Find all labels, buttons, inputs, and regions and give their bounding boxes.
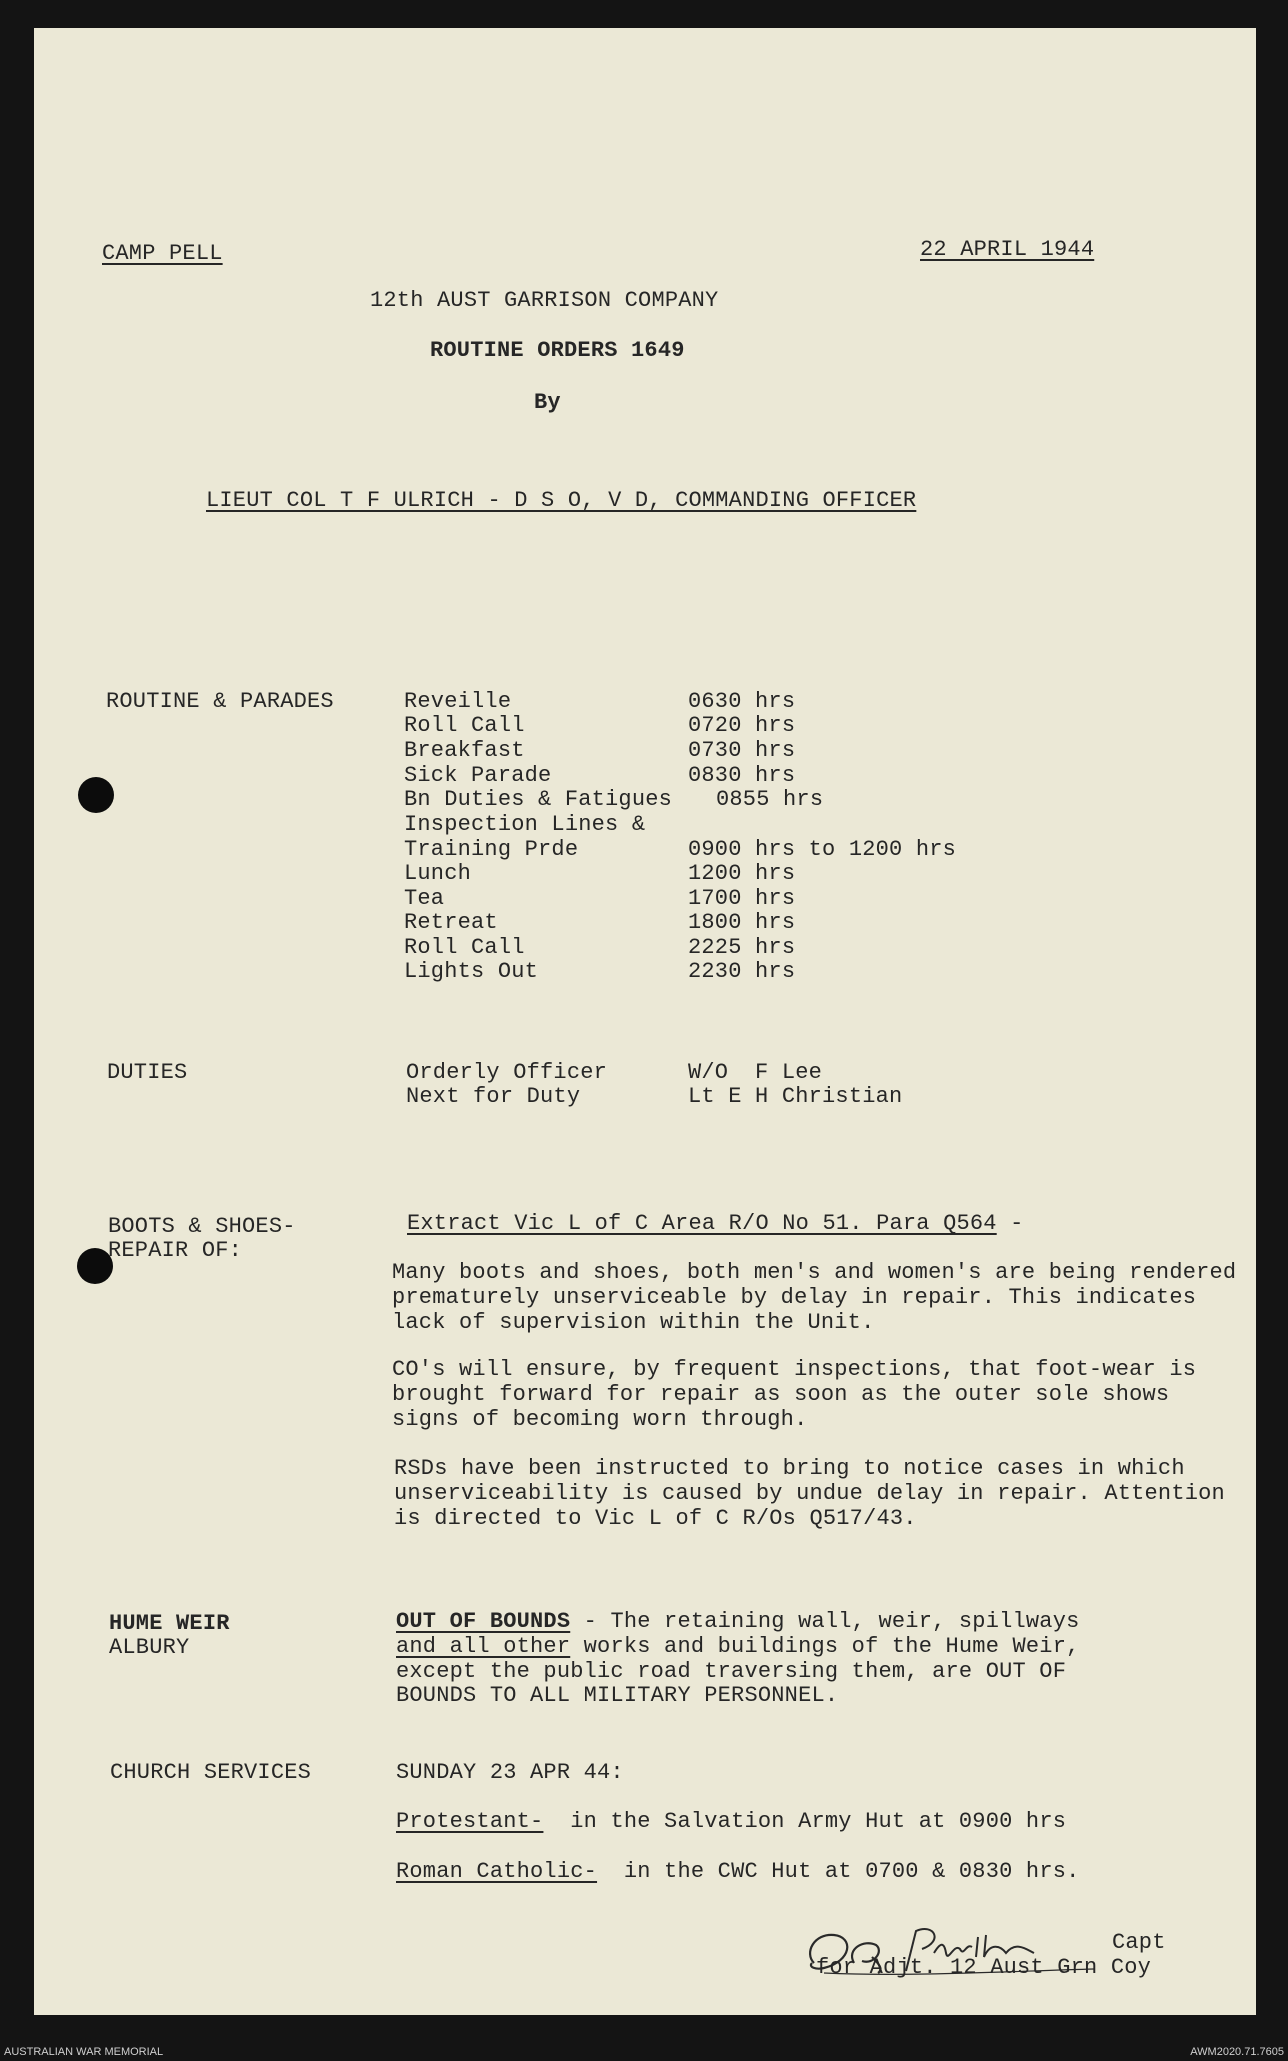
archive-reference: AWM2020.71.7605 — [1190, 2046, 1284, 2058]
hume-text-rest: works and buildings of the Hume Weir, — [570, 1634, 1080, 1659]
routine-item-label: Tea — [404, 886, 445, 911]
routine-item-label: Sick Parade — [404, 763, 552, 788]
duty-label: Orderly Officer — [406, 1060, 608, 1085]
catholic-label: Roman Catholic- — [396, 1859, 598, 1884]
hume-heading: HUME WEIR — [109, 1611, 230, 1636]
routine-item-time: 0830 hrs — [688, 763, 796, 788]
protestant-text: in the Salvation Army Hut at 0900 hrs — [543, 1809, 1067, 1834]
church-service-line — [396, 1860, 1080, 1884]
boots-paragraph: CO's will ensure, by frequent inspections, that foot-wear is brought forward for repair as soon as the outer sole shows signs of becoming worn through. — [392, 1357, 1197, 1432]
church-heading: CHURCH SERVICES — [110, 1760, 312, 1785]
routine-item-time: 2225 hrs — [688, 935, 796, 960]
routine-item-label: Lights Out — [404, 959, 539, 984]
boots-extract-ref — [407, 1212, 1024, 1236]
unit-name: 12th AUST GARRISON COMPANY — [370, 288, 719, 313]
church-date: SUNDAY 23 APR 44: — [396, 1760, 624, 1785]
routine-item-time: 2230 hrs — [688, 959, 796, 984]
location-heading: CAMP PELL — [102, 241, 223, 266]
boots-subheading: REPAIR OF: — [108, 1238, 243, 1263]
extract-dash: - — [996, 1211, 1024, 1236]
routine-item-label: Roll Call — [404, 935, 525, 960]
hume-text-line — [396, 1610, 1080, 1634]
extract-reference: Extract Vic L of C Area R/O No 51. Para Q564 — [407, 1211, 997, 1236]
protestant-label: Protestant- — [396, 1809, 544, 1834]
routine-item-label: Reveille — [404, 689, 512, 714]
document-page — [34, 28, 1256, 2015]
commander-line: LIEUT COL T F ULRICH - D S O, V D, COMMANDING OFFICER — [206, 488, 917, 513]
church-service-line — [396, 1810, 1066, 1834]
routine-item-label: Roll Call — [404, 713, 525, 738]
punch-hole-top — [78, 777, 114, 813]
hume-subheading: ALBURY — [109, 1635, 190, 1660]
signatory-rank: Capt — [1112, 1930, 1166, 1955]
archive-credit: AUSTRALIAN WAR MEMORIAL — [4, 2046, 164, 2058]
hume-text-line: except the public road traversing them, are OUT OF — [396, 1659, 1067, 1684]
signatory-for-line: for Adjt. 12 Aust Grn Coy — [816, 1955, 1152, 1980]
routine-item-label: Inspection Lines & — [404, 812, 646, 837]
routine-item-time: 0900 hrs to 1200 hrs — [688, 837, 957, 862]
order-date: 22 APRIL 1944 — [920, 237, 1095, 262]
hume-text-rest: - The retaining wall, weir, spillways — [570, 1609, 1080, 1634]
duty-label: Next for Duty — [406, 1084, 581, 1109]
hume-text-line: BOUNDS TO ALL MILITARY PERSONNEL. — [396, 1683, 839, 1708]
boots-paragraph: RSDs have been instructed to bring to notice cases in which unserviceability is caused by undue delay in repair. Attention is directed to Vic L of C R/Os Q517/43. — [394, 1456, 1225, 1531]
routine-item-label: Retreat — [404, 910, 498, 935]
hume-text-underlined: and all other — [396, 1634, 571, 1659]
routine-item-label: Breakfast — [404, 738, 525, 763]
routine-item-time: 1200 hrs — [688, 861, 796, 886]
duty-value: W/O F Lee — [688, 1060, 823, 1085]
boots-heading: BOOTS & SHOES- — [108, 1214, 296, 1239]
routine-item-time: 1800 hrs — [688, 910, 796, 935]
orders-title: ROUTINE ORDERS 1649 — [430, 338, 685, 363]
out-of-bounds-label: OUT OF BOUNDS — [396, 1609, 571, 1634]
routine-item-label: Training Prde — [404, 837, 579, 862]
routine-item-label: Lunch — [404, 861, 472, 886]
catholic-text: in the CWC Hut at 0700 & 0830 hrs. — [597, 1859, 1080, 1884]
hume-text-line — [396, 1635, 1080, 1659]
routine-item-label: Bn Duties & Fatigues — [404, 787, 673, 812]
duty-value: Lt E H Christian — [688, 1084, 903, 1109]
duties-heading: DUTIES — [107, 1060, 188, 1085]
routine-item-time: 0855 hrs — [716, 787, 824, 812]
routine-heading: ROUTINE & PARADES — [106, 689, 334, 714]
routine-item-time: 0720 hrs — [688, 713, 796, 738]
boots-paragraph: Many boots and shoes, both men's and women's are being rendered prematurely unserviceable by delay in repair. This indicates lack of supervision within the Unit. — [392, 1260, 1237, 1335]
routine-item-time: 1700 hrs — [688, 886, 796, 911]
routine-item-time: 0630 hrs — [688, 689, 796, 714]
routine-item-time: 0730 hrs — [688, 738, 796, 763]
by-line: By — [534, 390, 561, 415]
